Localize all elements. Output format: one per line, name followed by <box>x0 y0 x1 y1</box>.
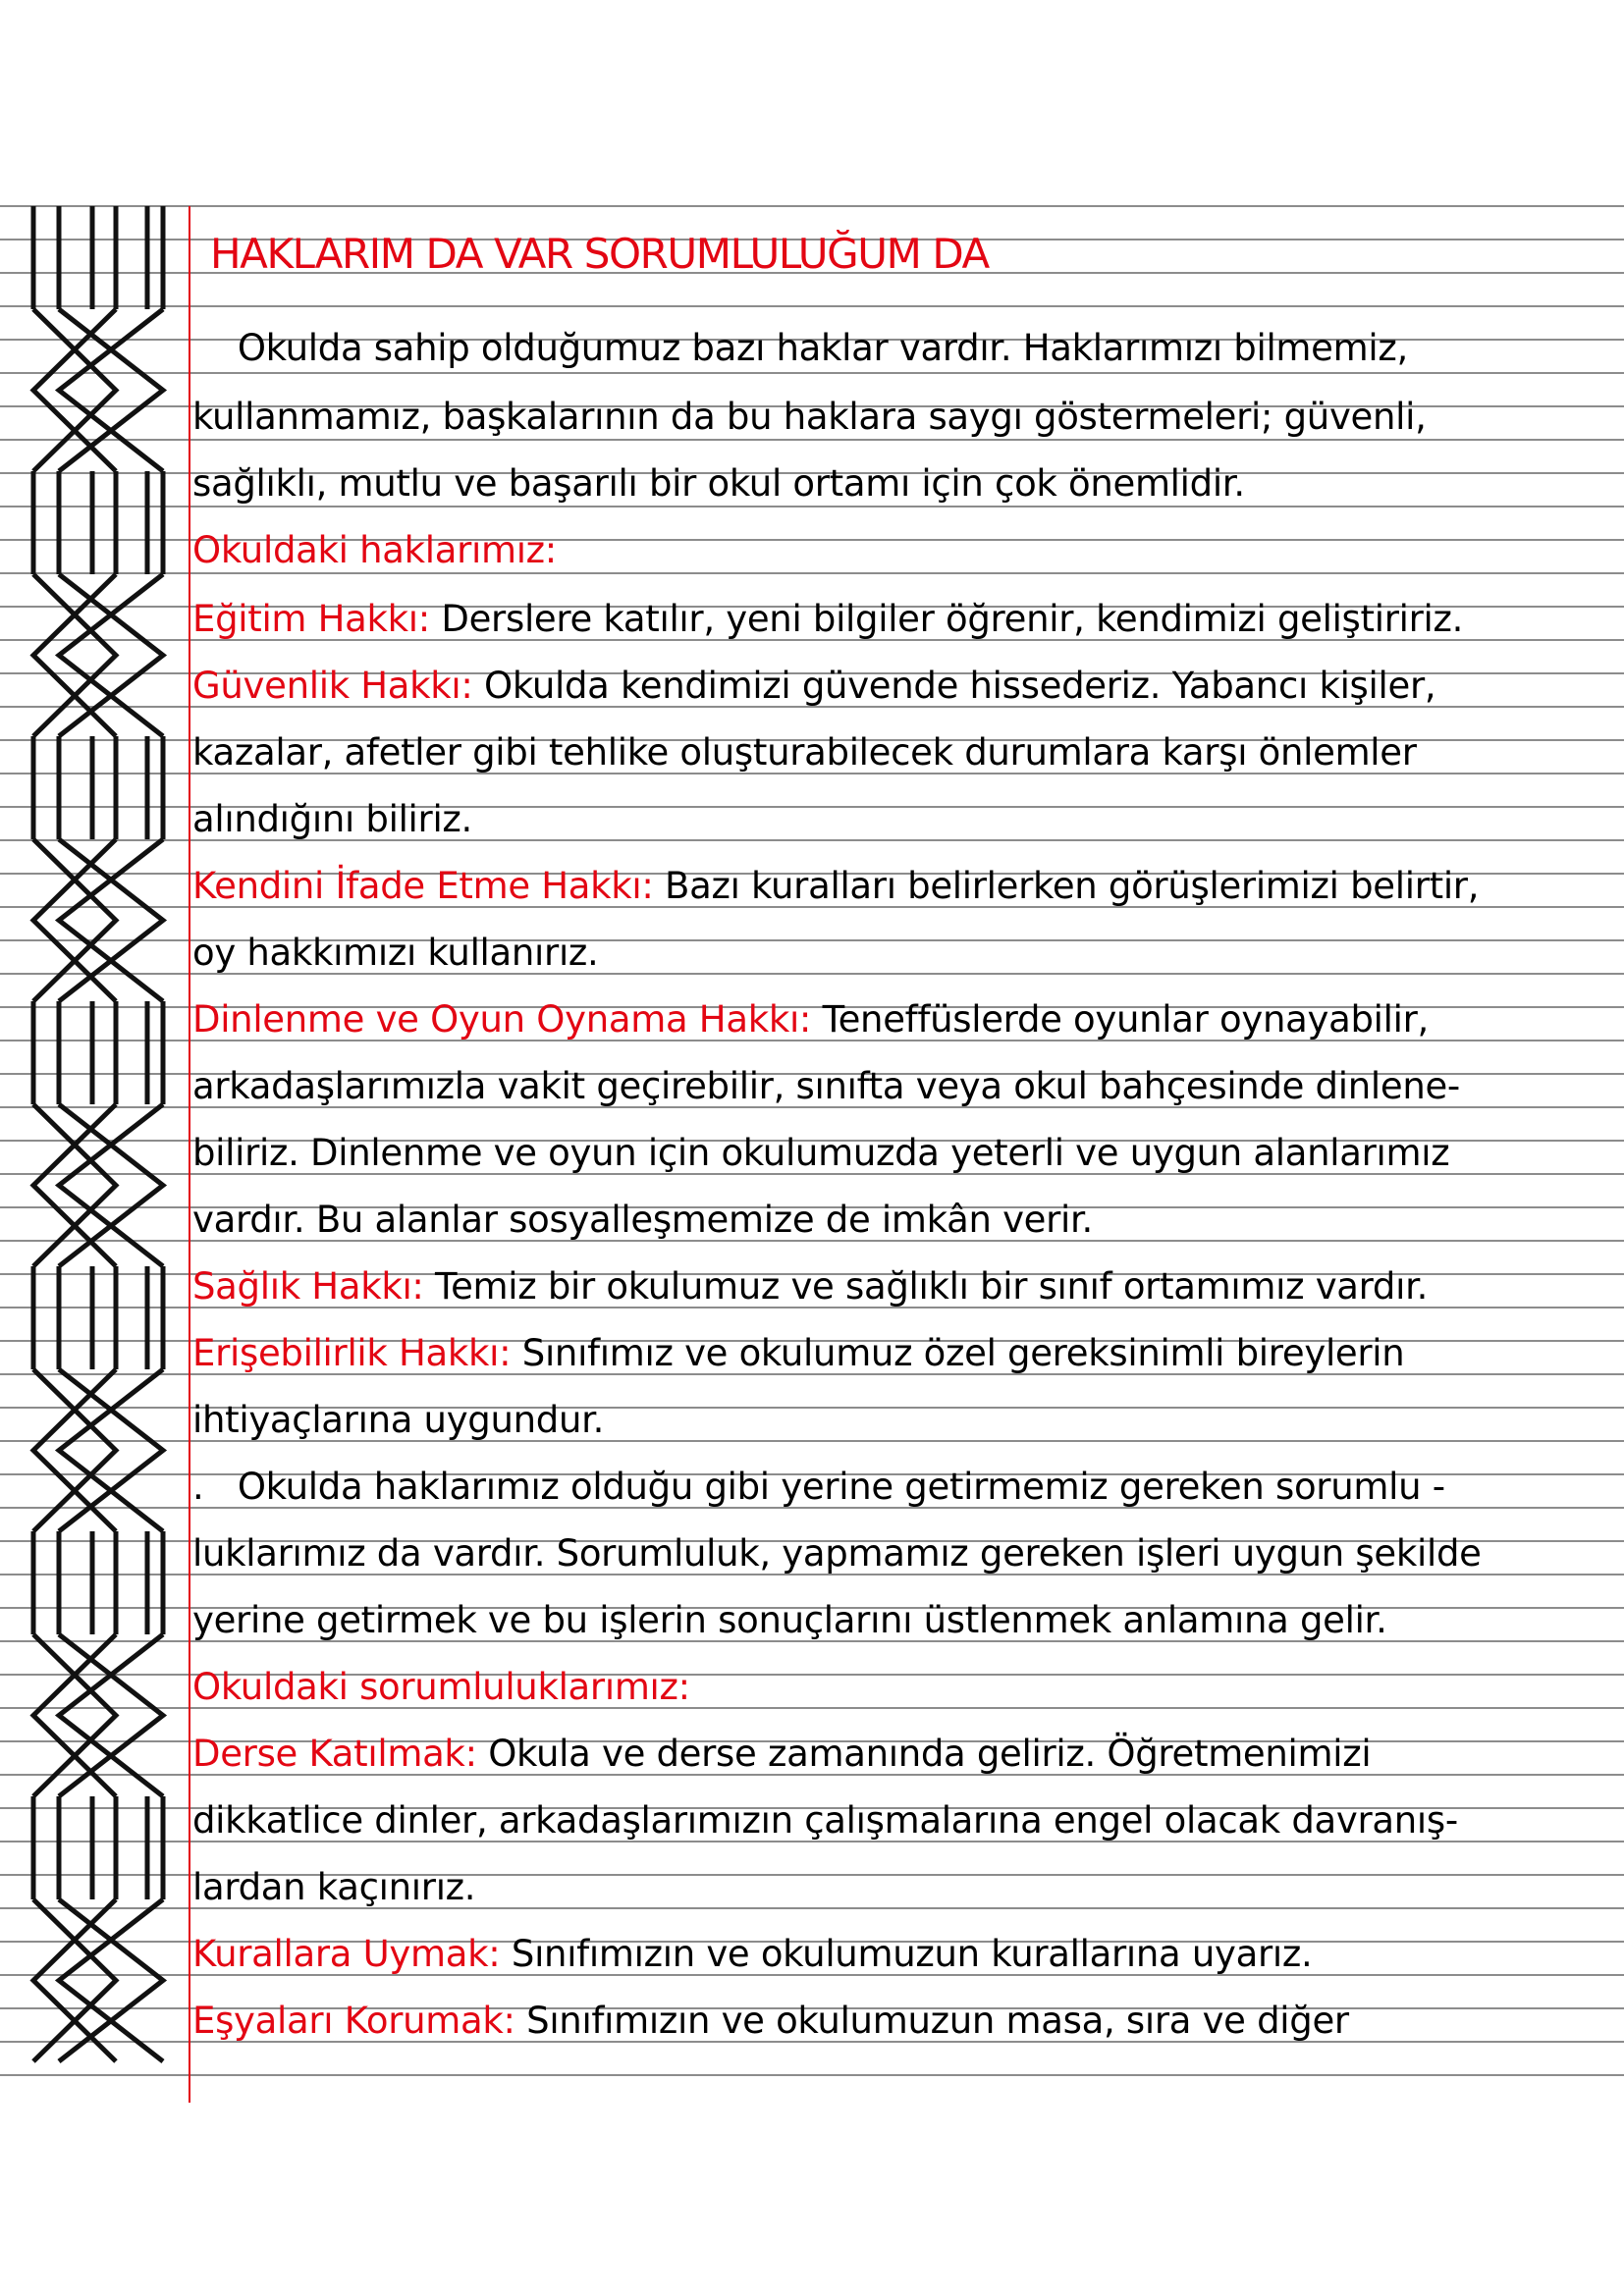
section-label: Eğitim Hakkı: <box>192 598 430 640</box>
text-line <box>192 1799 1616 1842</box>
body-text: Derslere katılır, yeni bilgiler öğrenir, kendimizi geliştiririz. <box>429 598 1464 640</box>
text-line <box>192 1065 1616 1107</box>
text-line <box>192 932 1616 974</box>
text-line <box>192 665 1616 707</box>
text-line <box>192 1132 1616 1174</box>
body-text: kullanmamız, başkalarının da bu haklara saygı göstermeleri; güvenli, <box>192 396 1427 438</box>
text-line <box>192 865 1616 907</box>
text-line <box>192 998 1616 1041</box>
section-label: Dinlenme ve Oyun Oynama Hakkı: <box>192 998 812 1041</box>
text-line <box>192 798 1616 840</box>
section-label: Güvenlik Hakkı: <box>192 665 473 707</box>
body-text: dikkatlice dinler, arkadaşlarımızın çalışmalarına engel olacak davranış- <box>192 1799 1458 1842</box>
document-title: HAKLARIM DA VAR SORUMLULUĞUM DA <box>210 230 989 278</box>
body-text: Temiz bir okulumuz ve sağlıklı bir sınıf ortamımız vardır. <box>423 1265 1429 1308</box>
body-text: arkadaşlarımızla vakit geçirebilir, sınıfta veya okul bahçesinde dinlene- <box>192 1065 1460 1107</box>
section-label: Okuldaki sorumluluklarımız: <box>192 1666 690 1708</box>
text-line <box>192 1199 1616 1241</box>
text-line <box>192 1399 1616 1441</box>
text-line <box>192 1466 1616 1508</box>
body-text: vardır. Bu alanlar sosyalleşmemize de imkân verir. <box>192 1199 1093 1241</box>
section-label: Okuldaki haklarımız: <box>192 529 557 571</box>
text-line <box>192 1733 1616 1775</box>
section-label: Derse Katılmak: <box>192 1733 477 1775</box>
body-text: Okulda kendimizi güvende hissederiz. Yabancı kişiler, <box>472 665 1436 707</box>
section-label: Eşyaları Korumak: <box>192 2000 515 2042</box>
body-text: Bazı kuralları belirlerken görüşlerimizi belirtir, <box>653 865 1480 907</box>
text-line <box>192 1866 1616 1908</box>
text-line <box>192 598 1616 640</box>
body-text: Okulda sahip olduğumuz bazı haklar vardır. Haklarımızı bilmemiz, <box>192 327 1408 369</box>
text-line <box>192 327 1616 369</box>
body-text: alındığını biliriz. <box>192 798 473 840</box>
body-text: . Okulda haklarımız olduğu gibi yerine getirmemiz gereken sorumlu - <box>192 1466 1445 1508</box>
body-text: luklarımız da vardır. Sorumluluk, yapmamız gereken işleri uygun şekilde <box>192 1532 1482 1575</box>
section-label: Sağlık Hakkı: <box>192 1265 424 1308</box>
text-line <box>192 731 1616 774</box>
body-text: Okula ve derse zamanında geliriz. Öğretmenimizi <box>476 1733 1372 1775</box>
body-text: lardan kaçınırız. <box>192 1866 476 1908</box>
text-line <box>192 1599 1616 1641</box>
body-text: Teneffüslerde oyunlar oynayabilir, <box>811 998 1429 1041</box>
body-text: oy hakkımızı kullanırız. <box>192 932 599 974</box>
body-text: Sınıfımız ve okulumuz özel gereksinimli bireylerin <box>511 1332 1405 1374</box>
section-label: Kendini İfade Etme Hakkı: <box>192 865 654 907</box>
body-text: yerine getirmek ve bu işlerin sonuçlarını üstlenmek anlamına gelir. <box>192 1599 1387 1641</box>
text-line <box>192 1666 1616 1708</box>
section-label: Erişebilirlik Hakkı: <box>192 1332 512 1374</box>
text-line <box>192 1532 1616 1575</box>
body-text: Sınıfımızın ve okulumuzun kurallarına uyarız. <box>500 1933 1313 1975</box>
body-text: sağlıklı, mutlu ve başarılı bir okul ortamı için çok önemlidir. <box>192 462 1245 505</box>
text-line <box>192 396 1616 438</box>
body-text: ihtiyaçlarına uygundur. <box>192 1399 605 1441</box>
text-line <box>192 462 1616 505</box>
text-line <box>192 1265 1616 1308</box>
text-line <box>192 1332 1616 1374</box>
text-line <box>192 2000 1616 2042</box>
body-text: biliriz. Dinlenme ve oyun için okulumuzda yeterli ve uygun alanlarımız <box>192 1132 1450 1174</box>
text-line <box>192 529 1616 571</box>
section-label: Kurallara Uymak: <box>192 1933 501 1975</box>
text-line <box>192 1933 1616 1975</box>
body-text: Sınıfımızın ve okulumuzun masa, sıra ve diğer <box>514 2000 1349 2042</box>
body-text: kazalar, afetler gibi tehlike oluşturabilecek durumlara karşı önlemler <box>192 731 1417 774</box>
